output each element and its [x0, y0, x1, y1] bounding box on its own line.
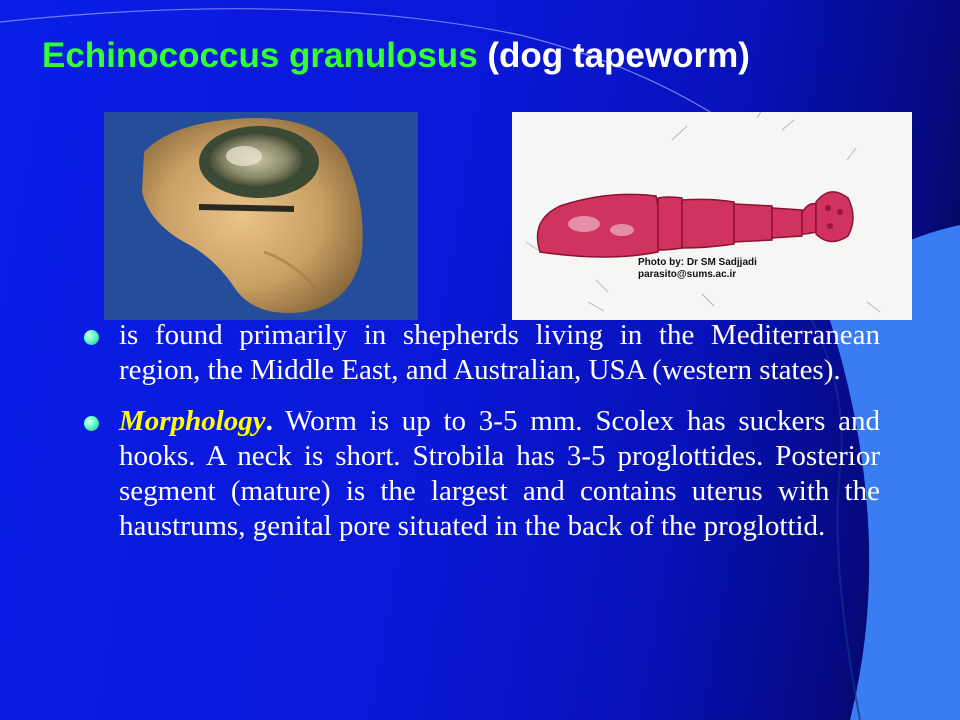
bullet-text: Worm is up to 3-5 mm. Scolex has suckers and hooks. A neck is short. Strobila has 3-5 proglottides. Posterior segment (mature) is the largest and contains uterus with the haustrums, genital pore situated in the back of the proglottid. [119, 405, 880, 542]
bullet-list [84, 318, 880, 560]
hydatid-cyst-organ-photo-icon [104, 112, 418, 320]
photo-credit-email: parasito@sums.ac.ir [638, 269, 737, 280]
morphology-label: Morphology [119, 405, 266, 437]
title-species: Echinococcus granulosus [42, 36, 478, 75]
hydatid-cyst-photo [104, 112, 418, 320]
bullet-dot-icon [84, 330, 99, 345]
bullet-morphology [84, 404, 880, 544]
slide-title [42, 36, 750, 76]
title-common-name: (dog tapeworm) [487, 36, 750, 75]
bullet-text: is found primarily in shepherds living in the Mediterranean region, the Middle East, and Australian, USA (western states). [119, 319, 880, 386]
morphology-label-period: . [265, 405, 273, 437]
tapeworm-micrograph-icon [512, 112, 912, 320]
tapeworm-photo [512, 112, 912, 320]
bullet-dot-icon [84, 416, 99, 431]
bullet-distribution [84, 318, 880, 388]
photo-credit-name: Photo by: Dr SM Sadjjadi [638, 257, 757, 268]
